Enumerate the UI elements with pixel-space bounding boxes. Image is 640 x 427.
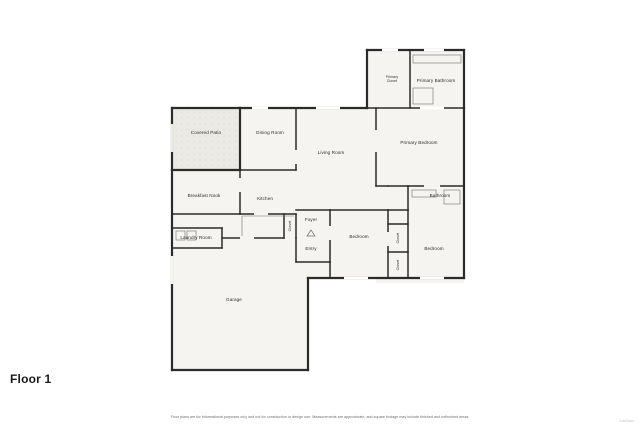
room-label-covered-patio: Covered Patio: [190, 130, 222, 136]
room-label-garage: Garage: [226, 297, 242, 303]
room-label-bedroom-3: Bedroom: [424, 246, 444, 252]
room-label-foyer: Foyer: [304, 217, 318, 223]
room-label-primary-bedroom: Primary Bedroom: [400, 140, 438, 146]
room-label-dining-room: Dining Room: [256, 130, 284, 136]
room-label-kitchen: Kitchen: [256, 196, 274, 202]
room-label-closet-bedroom-3: Closet: [395, 259, 400, 271]
room-label-bedroom-2: Bedroom: [349, 234, 369, 240]
page-title: Floor 1: [10, 372, 52, 386]
room-label-breakfast-nook: Breakfast Nook: [187, 193, 221, 199]
room-label-closet-kitchen: Closet: [287, 220, 292, 232]
room-label-laundry-room: Laundry Room: [180, 235, 212, 241]
room-label-primary-closet: Primary Closet: [385, 74, 399, 83]
room-label-entry: Entry: [305, 246, 317, 252]
watermark-label: CubiCasa: [619, 419, 634, 423]
room-label-closet-bedroom-2: Closet: [395, 232, 400, 244]
room-label-bathroom: Bathroom: [429, 193, 451, 199]
disclaimer-text: Floor plans are for informational purposes only and not for construction or design use. Measurements are approximate, and square footage may include finished and unfinished areas.: [170, 415, 470, 419]
room-label-living-room: Living Room: [317, 150, 345, 156]
room-label-primary-bathroom: Primary Bathroom: [416, 78, 456, 84]
